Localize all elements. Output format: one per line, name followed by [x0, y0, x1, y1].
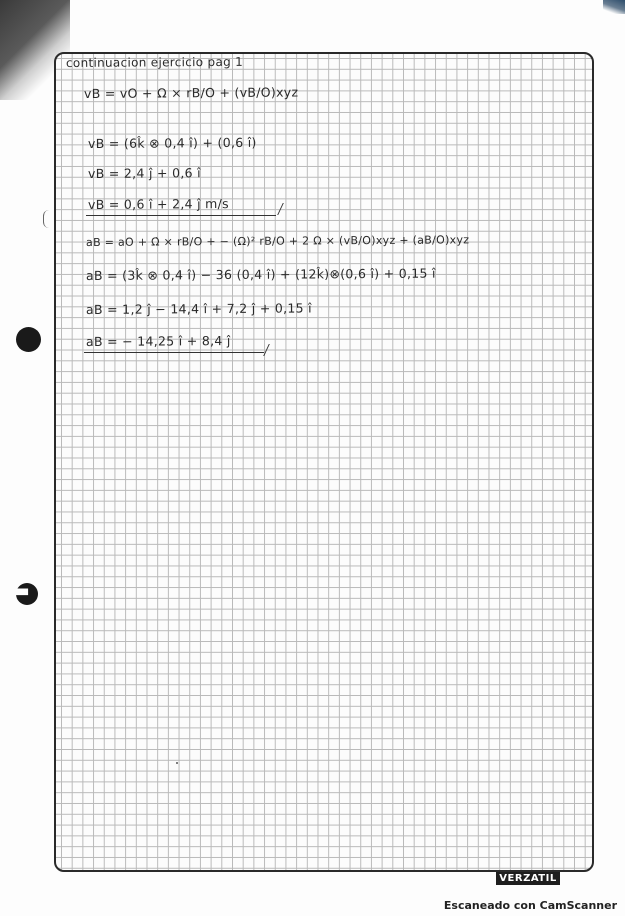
pen-dot — [176, 762, 178, 764]
acceleration-underline — [84, 352, 264, 353]
velocity-underline — [86, 215, 276, 216]
velocity-line-2: vB = (6k̂ ⊗ 0,4 î) + (0,6 î) — [87, 134, 257, 151]
acceleration-line-2: aB = (3k̂ ⊗ 0,4 î) − 36 (0,4 î) + (12k̂)⊗(0,6 î) + 0,15 î — [85, 265, 436, 283]
scanner-shadow-corner-right — [603, 0, 625, 14]
notebook-brand-logo: VERZATIL — [496, 872, 560, 885]
velocity-line-1: vB = vO + Ω × rB/O + (vB/O)xyz — [83, 84, 299, 101]
scanner-watermark: Escaneado con CamScanner — [443, 899, 617, 912]
velocity-line-3: vB = 2,4 ĵ + 0,6 î — [87, 165, 201, 181]
acceleration-result-line: aB = − 14,25 î + 8,4 ĵ — [85, 332, 231, 349]
paper-edge-mark — [43, 210, 50, 228]
acceleration-line-3: aB = 1,2 ĵ − 14,4 î + 7,2 ĵ + 0,15 î — [85, 300, 312, 317]
binder-hole-bottom — [16, 583, 38, 605]
page-heading: continuacion ejercicio pag 1 — [65, 54, 244, 70]
velocity-result-line: vB = 0,6 î + 2,4 ĵ m/s — [87, 196, 230, 212]
acceleration-line-1: aB = aO + Ω̇ × rB/O + − (Ω)² rB/O + 2 Ω × (vB/O)xyz + (aB/O)xyz — [85, 233, 470, 249]
binder-hole-top — [16, 327, 41, 352]
